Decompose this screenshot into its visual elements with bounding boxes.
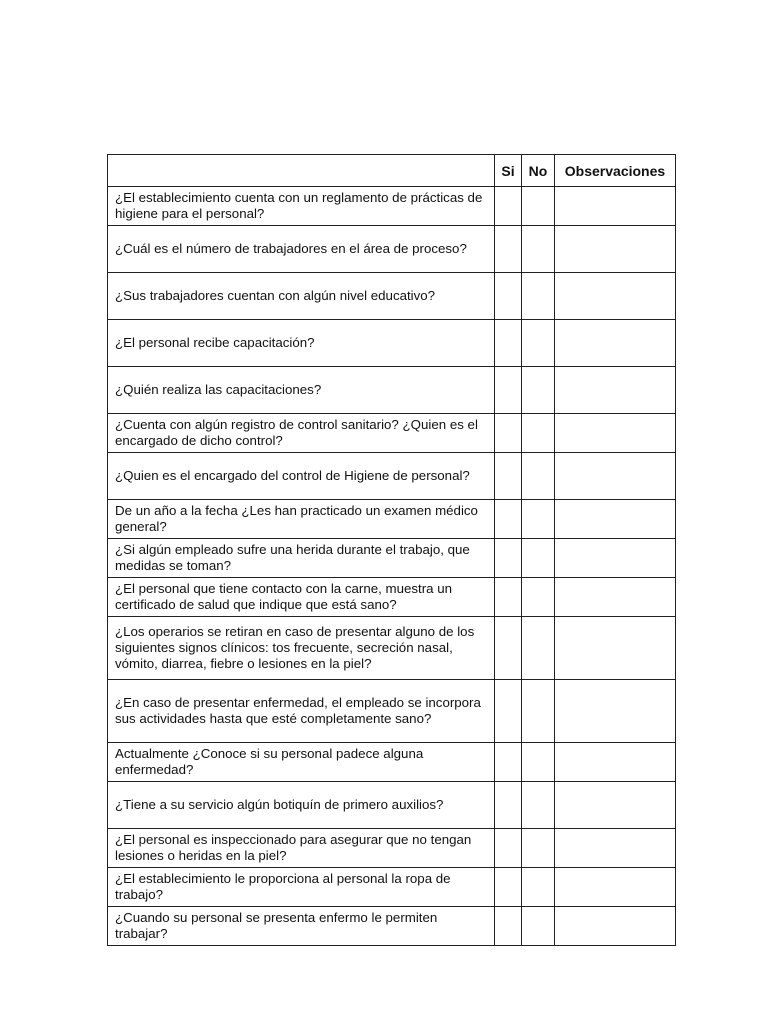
table-row xyxy=(108,500,676,539)
si-answer-cell[interactable] xyxy=(495,273,522,320)
no-answer-cell[interactable] xyxy=(522,273,555,320)
si-column-header: Si xyxy=(495,155,522,187)
question-cell: ¿Cuenta con algún registro de control sanitario? ¿Quien es el encargado de dicho control? xyxy=(108,414,495,453)
observaciones-cell[interactable] xyxy=(555,782,676,829)
si-answer-cell[interactable] xyxy=(495,320,522,367)
no-answer-cell[interactable] xyxy=(522,907,555,946)
no-answer-cell[interactable] xyxy=(522,500,555,539)
observaciones-cell[interactable] xyxy=(555,868,676,907)
no-answer-cell[interactable] xyxy=(522,868,555,907)
observaciones-cell[interactable] xyxy=(555,367,676,414)
no-answer-cell[interactable] xyxy=(522,578,555,617)
observaciones-cell[interactable] xyxy=(555,320,676,367)
observaciones-cell[interactable] xyxy=(555,500,676,539)
no-answer-cell[interactable] xyxy=(522,617,555,680)
si-answer-cell[interactable] xyxy=(495,617,522,680)
observaciones-cell[interactable] xyxy=(555,907,676,946)
table-row xyxy=(108,453,676,500)
table-row xyxy=(108,782,676,829)
no-answer-cell[interactable] xyxy=(522,226,555,273)
no-answer-cell[interactable] xyxy=(522,680,555,743)
no-answer-cell[interactable] xyxy=(522,743,555,782)
question-cell: ¿Quién realiza las capacitaciones? xyxy=(108,367,495,414)
si-answer-cell[interactable] xyxy=(495,743,522,782)
si-answer-cell[interactable] xyxy=(495,680,522,743)
table-row xyxy=(108,226,676,273)
no-answer-cell[interactable] xyxy=(522,829,555,868)
observaciones-cell[interactable] xyxy=(555,680,676,743)
no-answer-cell[interactable] xyxy=(522,414,555,453)
question-cell: ¿Los operarios se retiran en caso de presentar alguno de los siguientes signos clínicos: tos frecuente, secreción nasal, vómito, diarrea, fiebre o lesiones en la piel? xyxy=(108,617,495,680)
question-cell: ¿Sus trabajadores cuentan con algún nivel educativo? xyxy=(108,273,495,320)
si-answer-cell[interactable] xyxy=(495,414,522,453)
table-row xyxy=(108,414,676,453)
question-cell: ¿El personal es inspeccionado para asegurar que no tengan lesiones o heridas en la piel? xyxy=(108,829,495,868)
si-answer-cell[interactable] xyxy=(495,907,522,946)
question-cell: ¿El establecimiento cuenta con un reglamento de prácticas de higiene para el personal? xyxy=(108,187,495,226)
observaciones-cell[interactable] xyxy=(555,226,676,273)
si-answer-cell[interactable] xyxy=(495,453,522,500)
table-row xyxy=(108,743,676,782)
si-answer-cell[interactable] xyxy=(495,868,522,907)
table-row xyxy=(108,617,676,680)
question-cell: ¿Si algún empleado sufre una herida durante el trabajo, que medidas se toman? xyxy=(108,539,495,578)
observaciones-cell[interactable] xyxy=(555,578,676,617)
table-body xyxy=(108,187,676,946)
observaciones-cell[interactable] xyxy=(555,617,676,680)
question-cell: ¿El personal recibe capacitación? xyxy=(108,320,495,367)
no-answer-cell[interactable] xyxy=(522,187,555,226)
no-answer-cell[interactable] xyxy=(522,453,555,500)
question-column-header xyxy=(108,155,495,187)
table-row xyxy=(108,539,676,578)
question-cell: ¿El establecimiento le proporciona al personal la ropa de trabajo? xyxy=(108,868,495,907)
question-cell: De un año a la fecha ¿Les han practicado un examen médico general? xyxy=(108,500,495,539)
table-row xyxy=(108,367,676,414)
observaciones-cell[interactable] xyxy=(555,414,676,453)
question-cell: ¿Quien es el encargado del control de Higiene de personal? xyxy=(108,453,495,500)
observaciones-cell[interactable] xyxy=(555,187,676,226)
no-column-header: No xyxy=(522,155,555,187)
no-answer-cell[interactable] xyxy=(522,367,555,414)
table-row xyxy=(108,680,676,743)
table-header-row xyxy=(108,155,676,187)
si-answer-cell[interactable] xyxy=(495,539,522,578)
no-answer-cell[interactable] xyxy=(522,782,555,829)
si-answer-cell[interactable] xyxy=(495,829,522,868)
question-cell: ¿Cuál es el número de trabajadores en el área de proceso? xyxy=(108,226,495,273)
si-answer-cell[interactable] xyxy=(495,500,522,539)
observaciones-cell[interactable] xyxy=(555,453,676,500)
table-row xyxy=(108,907,676,946)
si-answer-cell[interactable] xyxy=(495,578,522,617)
table-row xyxy=(108,829,676,868)
observaciones-column-header: Observaciones xyxy=(555,155,676,187)
table-row xyxy=(108,273,676,320)
si-answer-cell[interactable] xyxy=(495,782,522,829)
observaciones-cell[interactable] xyxy=(555,829,676,868)
question-cell: ¿En caso de presentar enfermedad, el empleado se incorpora sus actividades hasta que esté completamente sano? xyxy=(108,680,495,743)
observaciones-cell[interactable] xyxy=(555,539,676,578)
table-row xyxy=(108,578,676,617)
no-answer-cell[interactable] xyxy=(522,320,555,367)
question-cell: ¿El personal que tiene contacto con la carne, muestra un certificado de salud que indique que está sano? xyxy=(108,578,495,617)
si-answer-cell[interactable] xyxy=(495,367,522,414)
question-cell: Actualmente ¿Conoce si su personal padece alguna enfermedad? xyxy=(108,743,495,782)
table-row xyxy=(108,187,676,226)
observaciones-cell[interactable] xyxy=(555,743,676,782)
table-row xyxy=(108,868,676,907)
hygiene-checklist-table xyxy=(107,154,676,946)
observaciones-cell[interactable] xyxy=(555,273,676,320)
table-row xyxy=(108,320,676,367)
no-answer-cell[interactable] xyxy=(522,539,555,578)
question-cell: ¿Cuando su personal se presenta enfermo le permiten trabajar? xyxy=(108,907,495,946)
si-answer-cell[interactable] xyxy=(495,187,522,226)
question-cell: ¿Tiene a su servicio algún botiquín de primero auxilios? xyxy=(108,782,495,829)
si-answer-cell[interactable] xyxy=(495,226,522,273)
